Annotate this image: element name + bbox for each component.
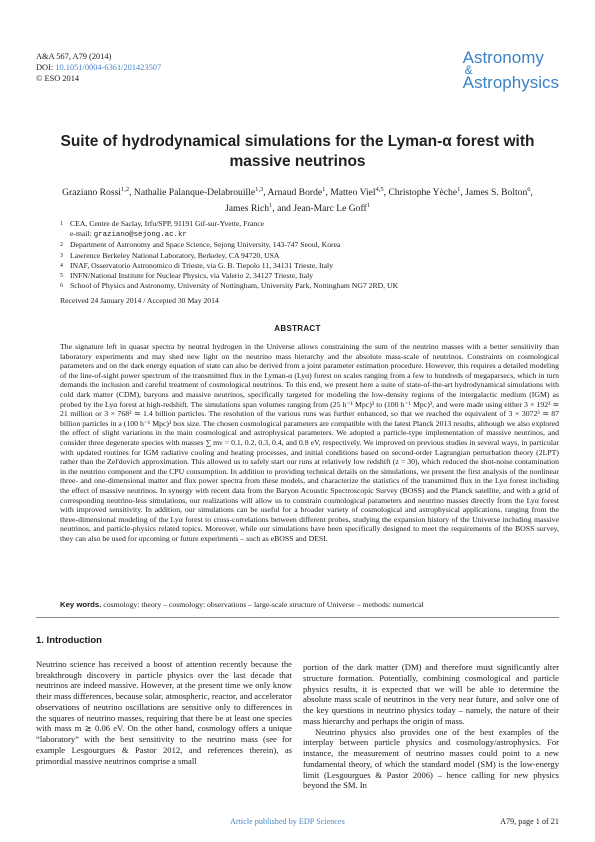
author-name: James S. Bolton: [465, 187, 528, 199]
affiliation-text: [70, 219, 264, 229]
affiliation-text: [70, 251, 280, 261]
intro-paragraph-right-2: Neutrino physics also provides one of the best examples of the interplay between particle physics and cosmology/astrophysics. For instance, the measurement of neutrino masses could point to a new fundamental theory, of which the standard model (SM) is the low-energy limit (Lesgourgues & Pastor 2006) – hence calling for new physics beyond the SM. In: [303, 726, 559, 791]
copyright: © ESO 2014: [36, 73, 80, 83]
author-affiliation-marker: 4,5: [375, 186, 384, 193]
publisher-link[interactable]: Article published by EDP Sciences: [230, 817, 345, 826]
keywords-label: Key words.: [60, 600, 102, 609]
journal-name-bottom: Astrophysics: [462, 73, 559, 92]
affiliation-label: INAF, Osservatorio Astronomico di Trieste, via G. B. Tiepolo 11, 34131 Trieste, Italy: [70, 260, 334, 270]
affiliation-number: 1: [60, 221, 63, 227]
citation-block: [36, 52, 161, 84]
intro-paragraph-left: Neutrino science has received a boost of attention recently because the breakthrough discovery in particle physics over the last decade that neutrinos are indeed massive. However, at the present time we only know their mass differences, because solar, atmospheric, reactor, and accelerator observations of neutrino oscillations are sensitive only to differences in the squares of neutrino masses, requiring that there be at least one species with mass m ≳ 0.06 eV. On the other hand, cosmology offers a unique “laboratory” with the best sensitivity to the neutrino mass (see for example Lesgourgues & Pastor 2012, and references therein), as primordial massive neutrinos comprise a small: [36, 658, 292, 766]
received-dates: Received 24 January 2014 / Accepted 30 May 2014: [60, 296, 219, 305]
affiliation-text: [70, 281, 398, 291]
affiliation-row: [60, 281, 555, 291]
affiliation-number: [60, 229, 70, 240]
author-list: Graziano Rossi$^{1,2}$, Nathalie Palanque-Delabrouille$^{1,3}$, Arnaud Borde$^1$, Matteo Viel$^{4,5}$, Christophe Yèche$^1$, James S. Bolton$^6$, James Rich$^1$, and Jean-Marc Le Goff$^1$: [62, 186, 533, 215]
keywords-text: cosmology: theory – cosmology: observations – large-scale structure of Universe – methods: numerical: [101, 600, 424, 609]
doi-link[interactable]: 10.1051/0004-6361/201423507: [55, 62, 162, 72]
affiliation-text: [70, 229, 187, 240]
intro-paragraph-right-1: portion of the dark matter (DM) and therefore must significantly alter structure formation. Potentially, combining cosmological and particle physics results, it is expected that we will be able to determine the absolute mass scale of neutrinos in the very near future, and solve one of the key questions in neutrino physics today – namely, the nature of their mass hierarchy and perhaps the origin of mass.: [303, 662, 559, 726]
affiliation-number: 2: [60, 242, 63, 249]
author-affiliation-marker: 1,3: [255, 186, 264, 193]
author-name: Matteo Viel: [330, 187, 376, 199]
author: [330, 187, 383, 198]
affiliation-text: [70, 240, 340, 250]
affiliation-number: 5: [60, 273, 63, 280]
journal-ampersand: &: [464, 63, 473, 77]
affiliation-label: INFN/National Institute for Nuclear Physics, via Valerio 2, 34127 Trieste, Italy: [70, 271, 314, 281]
affiliation-number: 6: [60, 283, 63, 290]
author: [465, 187, 530, 198]
affiliation-label: e-mail:: [70, 229, 94, 239]
journal-logo: [463, 50, 559, 91]
abstract-text: The signature left in quasar spectra by neutral hydrogen in the Universe allows constraining the sum of the neutrino masses with a better sensitivity than laboratory experiments and may shed new light on the neutrino mass hierarchy and the absolute mass-scale of neutrinos. Constraints on cosmological parameters and on the dark energy equation of state can also be derived from a joint parameter estimation procedure. However, this requires a detailed modeling of the line-of-sight power spectrum of the transmitted flux in the Lyman-α (Lyα) forest on scales ranging from a few to hundreds of megaparsecs, which in turn demands the inclusion and careful treatment of cosmological neutrinos. To this end, we present here a suite of state-of-the-art hydrodynamical simulations with cold dark matter (CDM), baryons and massive neutrinos, specifically targeted for modeling the low-density regions of the intergalactic medium (IGM) as probed by the Lyα forest at high-redshift. The simulations span volumes ranging from (25 h⁻¹ Mpc)³ to (100 h⁻¹ Mpc)³, and were made using either 3 × 192³ ≃ 21 million or 3 × 768³ ≃ 1.4 billion particles. The resolution of the various runs was further enhanced, so that we reached the equivalent of 3 × 3072³ ≃ 87 billion particles in a (100 h⁻¹ Mpc)³ box size. The chosen cosmological parameters are compatible with the latest Planck 2013 results, although we also explored the effect of slight variations in the main cosmological and astrophysical parameters. We adopted a particle-type implementation of massive neutrinos, and consider three degenerate species with masses ∑ mν = 0.1, 0.2, 0.3, 0.4, and 0.8 eV, respectively. We improved on previous studies in several ways, in particular with updated routines for IGM radiative cooling and heating processes, and initial conditions based on second-order Lagrangian perturbation theory (2LPT) rather than the Zel'dovich approximation. This allowed us to safely start our runs at relatively low redshift (z = 30), which reduced the shot-noise contamination in the neutrino component and the CPU consumption. In addition to providing technical details on the simulations, we present the first analysis of the nonlinear three- and one-dimensional matter and flux power spectra from these models, and characterize the statistics of the transmitted flux in the Lyα forest including the effect of massive neutrinos. In synergy with recent data from the Baryon Acoustic Spectroscopic Survey (BOSS) and the Planck satellite, and with a grid of corresponding neutrino-less simulations, our realizations will allow us to constrain cosmological parameters and neutrino masses directly from the Lyα forest with improved sensitivity. In addition, our simulations can be useful for a broader variety of cosmological and astrophysical applications, ranging from the three-dimensional modeling of the Lyα forest to cross-correlations between different probes, studying the expansion history of the Universe including massive neutrinos, and particle-physics related topics. Moreover, while our simulations have been specifically designed to meet the requirements of the BOSS survey, they can also be used for upcoming or future experiments – such as eBOSS and DESI.: [60, 342, 559, 543]
email-link[interactable]: graziano@sejong.ac.kr: [93, 231, 187, 240]
author-name: Christophe Yèche: [388, 187, 458, 199]
author: [293, 203, 370, 214]
divider: [36, 617, 559, 618]
author: [62, 187, 129, 198]
right-column: [303, 662, 559, 791]
affiliation-number: 3: [60, 252, 63, 259]
affiliations: [60, 219, 555, 291]
section-heading: 1. Introduction: [36, 635, 102, 646]
affiliation-row: [60, 240, 555, 250]
author-affiliation-marker: 1,2: [120, 186, 130, 193]
affiliation-row: [60, 229, 555, 240]
affiliation-row: [60, 219, 555, 229]
author-affiliation-marker: 1: [322, 186, 326, 193]
affiliation-text: [70, 271, 313, 281]
affiliation-label: CEA, Centre de Saclay, Irfu/SPP, 91191 Gif-sur-Yvette, France: [70, 219, 265, 228]
affiliation-row: [60, 261, 555, 271]
author-name: Arnaud Borde: [267, 187, 323, 199]
affiliation-label: Lawrence Berkeley National Laboratory, Berkeley, CA 94720, USA: [70, 250, 280, 260]
author-name: James Rich: [225, 203, 270, 215]
author: [225, 203, 272, 214]
abstract-heading: ABSTRACT: [274, 324, 321, 333]
affiliation-label: Department of Astronomy and Space Science, Sejong University, 143-747 Seoul, Korea: [70, 240, 341, 250]
affiliation-label: School of Physics and Astronomy, University of Nottingham, University Park, Nottingham NG7 2RD, UK: [70, 281, 399, 291]
affiliation-number: 4: [60, 262, 63, 269]
author-name: Nathalie Palanque-Delabrouille: [133, 187, 256, 199]
author-name: Graziano Rossi: [62, 187, 121, 199]
left-column: [36, 636, 292, 766]
paper-title: Suite of hydrodynamical simulations for the Lyman-α forest with massive neutrinos: [60, 133, 535, 170]
affiliation-row: [60, 251, 555, 261]
author-name: Jean-Marc Le Goff: [293, 203, 367, 215]
affiliation-text: [70, 261, 333, 271]
author: [388, 187, 460, 198]
author-affiliation-marker: 1: [366, 202, 370, 210]
author-affiliation-marker: 6: [527, 186, 531, 193]
author-affiliation-marker: 1: [457, 186, 461, 193]
author: [268, 187, 326, 198]
journal-name-top: Astronomy: [462, 48, 544, 67]
affiliation-row: [60, 271, 555, 281]
keywords: [60, 600, 559, 610]
author: [134, 187, 263, 198]
author-affiliation-marker: 1: [269, 202, 273, 210]
citation: A&A 567, A79 (2014): [36, 52, 112, 61]
doi-line: DOI: 10.1051/0004-6361/201423507: [36, 62, 162, 72]
page-number: A79, page 1 of 21: [500, 817, 559, 826]
